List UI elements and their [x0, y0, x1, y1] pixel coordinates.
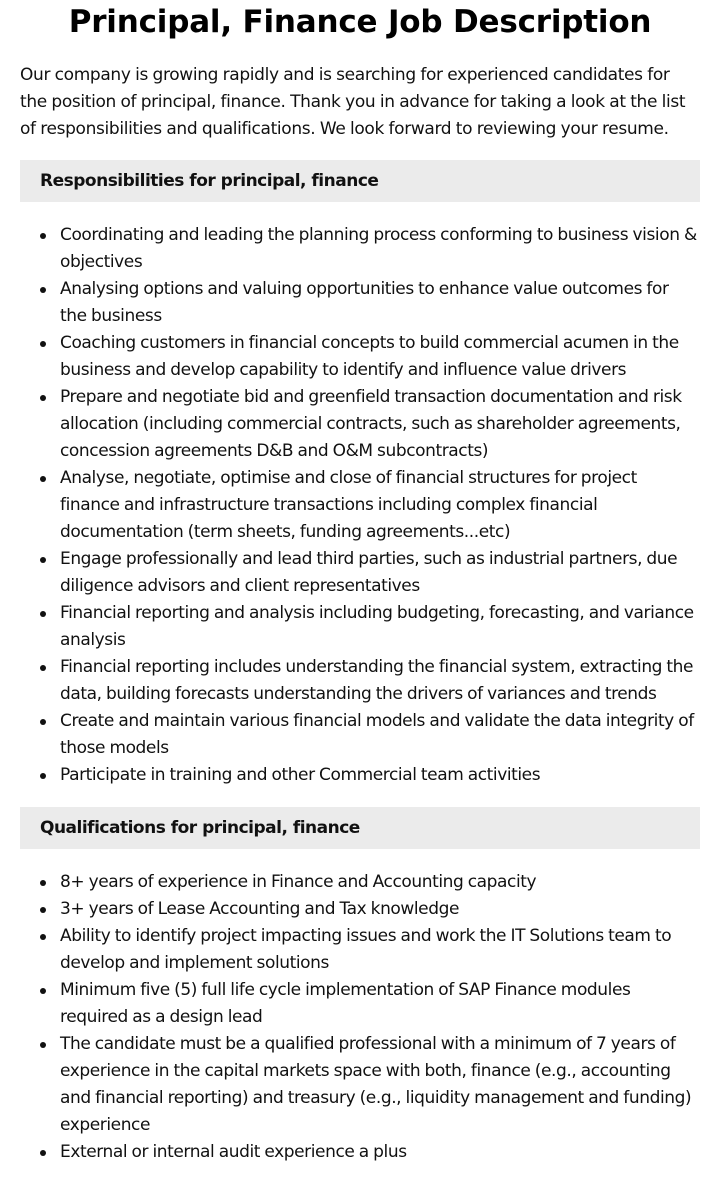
bullet-icon [40, 341, 46, 347]
bullet-icon [40, 773, 46, 779]
list-item [20, 222, 700, 276]
qualifications-list [20, 869, 700, 1166]
bullet-icon [40, 395, 46, 401]
bullet-icon [40, 611, 46, 617]
responsibilities-heading: Responsibilities for principal, finance [20, 160, 700, 202]
responsibilities-list [20, 222, 700, 789]
bullet-icon [40, 233, 46, 239]
list-item [20, 896, 700, 923]
bullet-icon [40, 934, 46, 940]
list-item-text: Analyse, negotiate, optimise and close of financial structures for project finance and infrastructure transactions including complex financial documentation (term sheets, funding agreements...etc) [60, 468, 637, 542]
list-item [20, 1031, 700, 1139]
list-item-text: Ability to identify project impacting issues and work the IT Solutions team to develop and implement solutions [60, 926, 672, 973]
list-item [20, 654, 700, 708]
bullet-icon [40, 476, 46, 482]
list-item-text: Financial reporting includes understanding the financial system, extracting the data, building forecasts understanding the drivers of variances and trends [60, 657, 694, 704]
list-item [20, 762, 700, 789]
list-item-text: Coordinating and leading the planning process conforming to business vision & objectives [60, 225, 697, 272]
list-item [20, 977, 700, 1031]
list-item-text: Financial reporting and analysis including budgeting, forecasting, and variance analysis [60, 603, 694, 650]
page-title: Principal, Finance Job Description [68, 4, 652, 40]
bullet-icon [40, 719, 46, 725]
list-item [20, 600, 700, 654]
bullet-icon [40, 665, 46, 671]
list-item-text: Prepare and negotiate bid and greenfield transaction documentation and risk allocation (including commercial contracts, such as shareholder agreements, concession agreements D&B and O&M subcontracts) [60, 387, 682, 461]
intro-paragraph: Our company is growing rapidly and is searching for experienced candidates for the position of principal, finance. Thank you in advance for taking a look at the list of responsibilities and qualifications. We look forward to reviewing your resume. [20, 65, 686, 139]
bullet-icon [40, 880, 46, 886]
bullet-icon [40, 988, 46, 994]
bullet-icon [40, 1150, 46, 1156]
list-item-text: Create and maintain various financial models and validate the data integrity of those models [60, 711, 694, 758]
list-item-text: 3+ years of Lease Accounting and Tax knowledge [60, 899, 460, 919]
bullet-icon [40, 557, 46, 563]
list-item-text: Participate in training and other Commercial team activities [60, 765, 541, 785]
list-item [20, 384, 700, 465]
list-item-text: Minimum five (5) full life cycle implementation of SAP Finance modules required as a design lead [60, 980, 631, 1027]
list-item-text: Engage professionally and lead third parties, such as industrial partners, due diligence advisors and client representatives [60, 549, 678, 596]
bullet-icon [40, 1042, 46, 1048]
qualifications-heading: Qualifications for principal, finance [20, 807, 700, 849]
list-item [20, 869, 700, 896]
list-item [20, 708, 700, 762]
bullet-icon [40, 907, 46, 913]
list-item-text: Analysing options and valuing opportunities to enhance value outcomes for the business [60, 279, 669, 326]
list-item [20, 276, 700, 330]
list-item [20, 1139, 700, 1166]
list-item [20, 923, 700, 977]
list-item-text: The candidate must be a qualified professional with a minimum of 7 years of experience in the capital markets space with both, finance (e.g., accounting and financial reporting) and treasury (e.g., liquidity management and funding) experience [60, 1034, 692, 1135]
list-item [20, 546, 700, 600]
list-item-text: External or internal audit experience a plus [60, 1142, 407, 1162]
list-item-text: Coaching customers in financial concepts to build commercial acumen in the business and develop capability to identify and influence value drivers [60, 333, 679, 380]
bullet-icon [40, 287, 46, 293]
list-item [20, 465, 700, 546]
list-item [20, 330, 700, 384]
list-item-text: 8+ years of experience in Finance and Accounting capacity [60, 872, 537, 892]
